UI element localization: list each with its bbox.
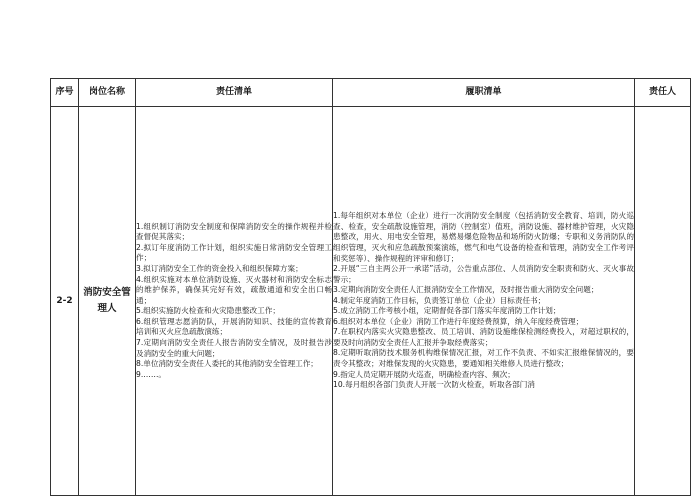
performance-item: 1.每年组织对本单位（企业）进行一次消防安全制度（包括消防安全教育、培训，防火巡查、检查，安全疏散设施管理，消防（控制室）值班，消防设施、器材维护管理，火灾隐患整改，用火、用电安全管理，易燃易爆危险物品和场所防火防爆；专职和义务消防队的组织管理，灭火和应急疏散预案演练，燃气和电气设备的检查和管理，消防安全工作考评和奖惩等）、操作规程的评审和修订； (333, 211, 634, 263)
responsibility-item: 9.……。 (136, 369, 167, 379)
performance-item: 3.定期向消防安全责任人汇报消防安全工作情况，及时报告重大消防安全问题； (333, 285, 599, 295)
row-serial-number: 2-2 (51, 107, 79, 496)
responsible-person-cell (635, 107, 691, 496)
table-header-row (51, 79, 691, 107)
header-performance-list: 履职清单 (333, 79, 635, 107)
responsibility-item: 1.组织制订消防安全制度和保障消防安全的操作规程并检查督促其落实； (136, 221, 332, 242)
responsibility-item: 7.定期向消防安全责任人报告消防安全情况，及时报告涉及消防安全的重大问题； (136, 338, 332, 358)
header-responsibility-list: 责任清单 (136, 79, 333, 107)
responsibility-item: 4.组织实施对本单位消防设施、灭火器材和消防安全标志的维护保养，确保其完好有效，疏散通道和安全出口畅通； (136, 274, 332, 305)
performance-item: 5.成立消防工作考核小组，定期督促各部门落实年度消防工作计划； (333, 306, 561, 316)
performance-item: 4.制定年度消防工作目标，负责签订单位（企业）目标责任书； (333, 295, 546, 305)
performance-list-cell (333, 107, 635, 496)
performance-item: 6.组织对本单位（企业）消防工作进行年度经费预算，纳入年度经费管理； (333, 316, 584, 326)
responsibility-item: 3.拟订消防安全工作的资金投入和组织保障方案； (136, 263, 303, 273)
header-responsible-person: 责任人 (635, 79, 691, 107)
performance-item: 7.在职权内落实火灾隐患整改、员工培训、消防设施维保检测经费投入，对超过职权的，要及时向消防安全责任人汇报并争取经费落实； (333, 327, 634, 347)
responsibility-item: 2.拟订年度消防工作计划，组织实施日常消防安全管理工作； (136, 242, 332, 263)
responsibility-items (136, 222, 332, 381)
header-serial-number: 序号 (51, 79, 79, 107)
responsibility-table (50, 78, 691, 496)
responsibility-item: 5.组织实施防火检查和火灾隐患整改工作； (136, 306, 280, 316)
row-position-name: 消防安全管理人 (79, 107, 136, 496)
responsibility-item: 6.组织管理志愿消防队，开展消防知识、技能的宣传教育培训和灭火应急疏散演练； (136, 316, 332, 337)
performance-items (333, 211, 634, 390)
table-row (51, 107, 691, 496)
header-position-name: 岗位名称 (79, 79, 136, 107)
performance-item: 9.指定人员定期开展防火巡查，明确检查内容、频次； (333, 369, 515, 379)
responsibility-list-cell (136, 107, 333, 496)
performance-item: 10.每月组织各部门负责人开展一次防火检查，听取各部门消 (333, 380, 535, 390)
performance-item: 8.定期听取消防技术服务机构维保情况汇报，对工作不负责、不如实汇报维保情况的，要责令其整改；对维保发现的火灾隐患，要通知相关维修人员进行整改； (333, 348, 634, 368)
responsibility-item: 8.单位消防安全责任人委托的其他消防安全管理工作； (136, 359, 318, 369)
performance-item: 2.开展“三自主两公开一承诺”活动，公告重点部位、人员消防安全职责和防火、灭火事故警示； (333, 264, 634, 284)
